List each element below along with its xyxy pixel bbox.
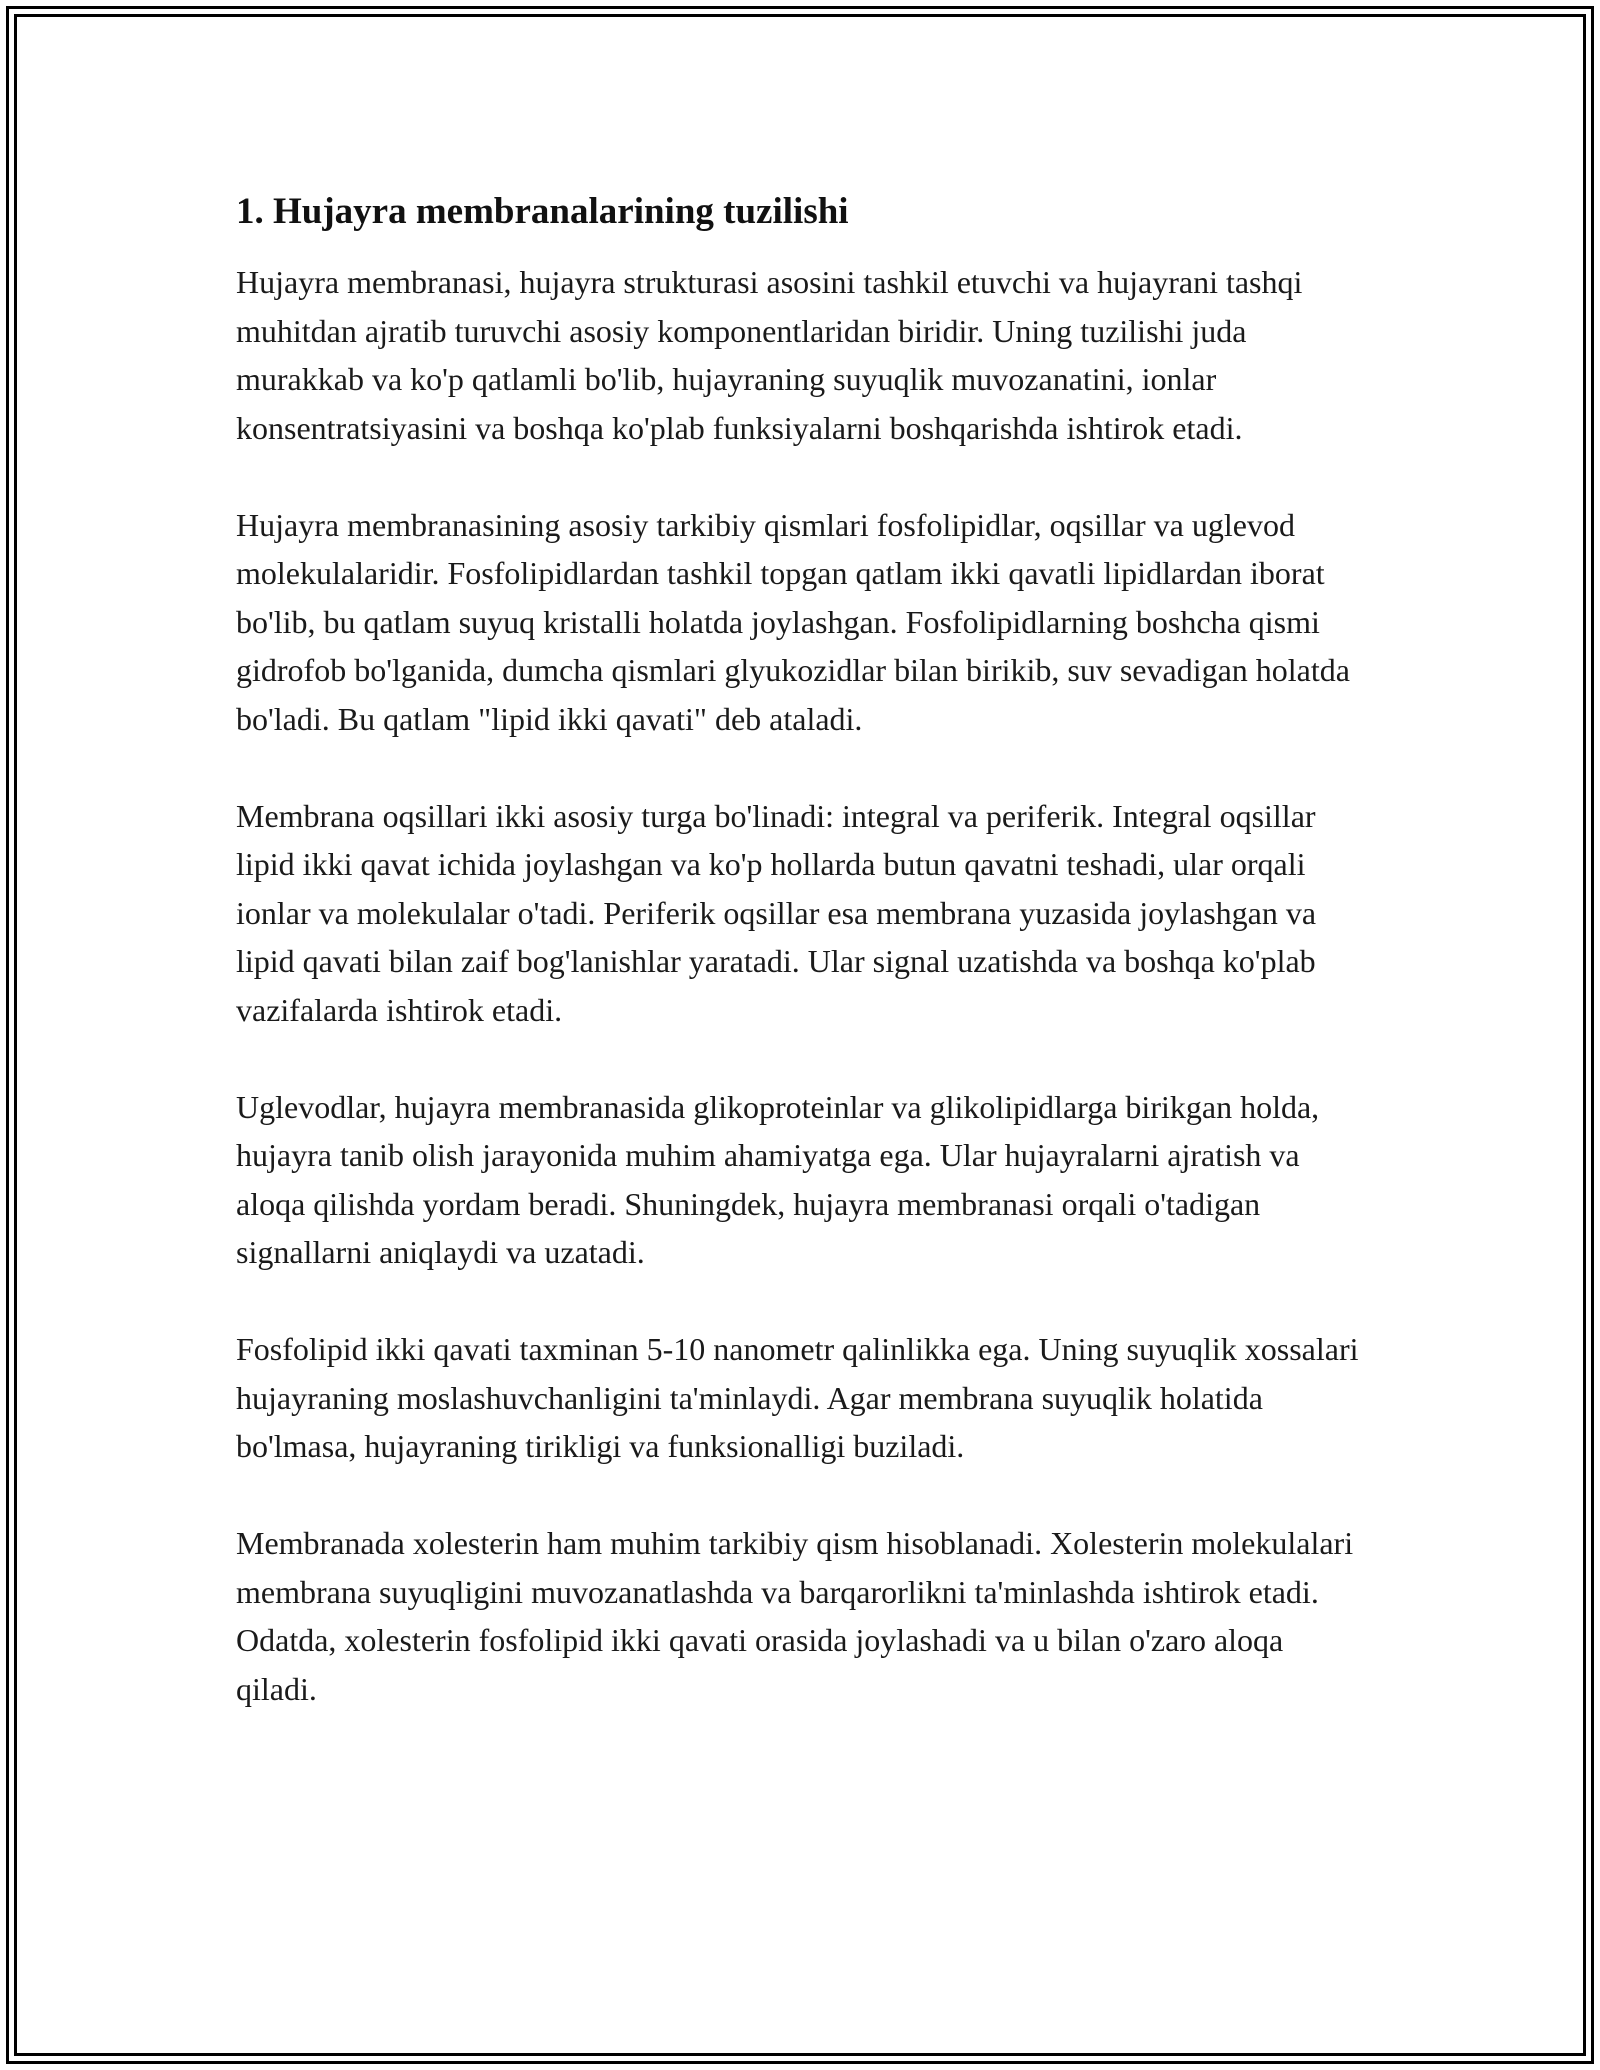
- section-heading: 1. Hujayra membranalarining tuzilishi: [236, 191, 849, 232]
- paragraph-cholesterol: Membranada xolesterin ham muhim tarkibiy qism hisoblanadi. Xolesterin molekulalari membrana suyuqligini muvozanatlashda va barqarorlikni ta'minlashda ishtirok etadi. Odatda, xolesterin fosfolipid ikki qavati orasida joylashadi va u bilan o'zaro aloqa qiladi.: [236, 1525, 1354, 1707]
- document-body: [236, 186, 1366, 1762]
- paragraph-membrane-overview: Hujayra membranasi, hujayra strukturasi asosini tashkil etuvchi va hujayrani tashqi muhitdan ajratib turuvchi asosiy komponentlaridan biridir. Uning tuzilishi juda murakkab va ko'p qatlamli bo'lib, hujayraning suyuqlik muvozanatini, ionlar konsentratsiyasini va boshqa ko'plab funksiyalarni boshqarishda ishtirok etadi.: [236, 264, 1303, 446]
- paragraph-bilayer-thickness: Fosfolipid ikki qavati taxminan 5-10 nanometr qalinlikka ega. Uning suyuqlik xossalari hujayraning moslashuvchanligini ta'minlaydi. Agar membrana suyuqlik holatida bo'lmasa, hujayraning tirikligi va funksionalligi buziladi.: [236, 1331, 1359, 1464]
- paragraph-membrane-proteins: Membrana oqsillari ikki asosiy turga bo'linadi: integral va periferik. Integral oqsillar lipid ikki qavat ichida joylashgan va ko'p hollarda butun qavatni teshadi, ular orqali ionlar va molekulalar o'tadi. Periferik oqsillar esa membrana yuzasida joylashgan va lipid qavati bilan zaif bog'lanishlar yaratadi. Ular signal uzatishda va boshqa ko'plab vazifalarda ishtirok etadi.: [236, 797, 1317, 1028]
- paragraph-membrane-composition: Hujayra membranasining asosiy tarkibiy qismlari fosfolipidlar, oqsillar va uglevod molekulalaridir. Fosfolipidlardan tashkil topgan qatlam ikki qavatli lipidlardan iborat bo'lib, bu qatlam suyuq kristalli holatda joylashgan. Fosfolipidlarning boshcha qismi gidrofob bo'lganida, dumcha qismlari glyukozidlar bilan birikib, suv sevadigan holatda bo'ladi. Bu qatlam "lipid ikki qavati" deb ataladi.: [236, 506, 1350, 737]
- paragraph-carbohydrates: Uglevodlar, hujayra membranasida glikoproteinlar va glikolipidlarga birikgan holda, hujayra tanib olish jarayonida muhim ahamiyatga ega. Ular hujayralarni ajratish va aloqa qilishda yordam beradi. Shuningdek, hujayra membranasi orqali o'tadigan signallarni aniqlaydi va uzatadi.: [236, 1088, 1320, 1270]
